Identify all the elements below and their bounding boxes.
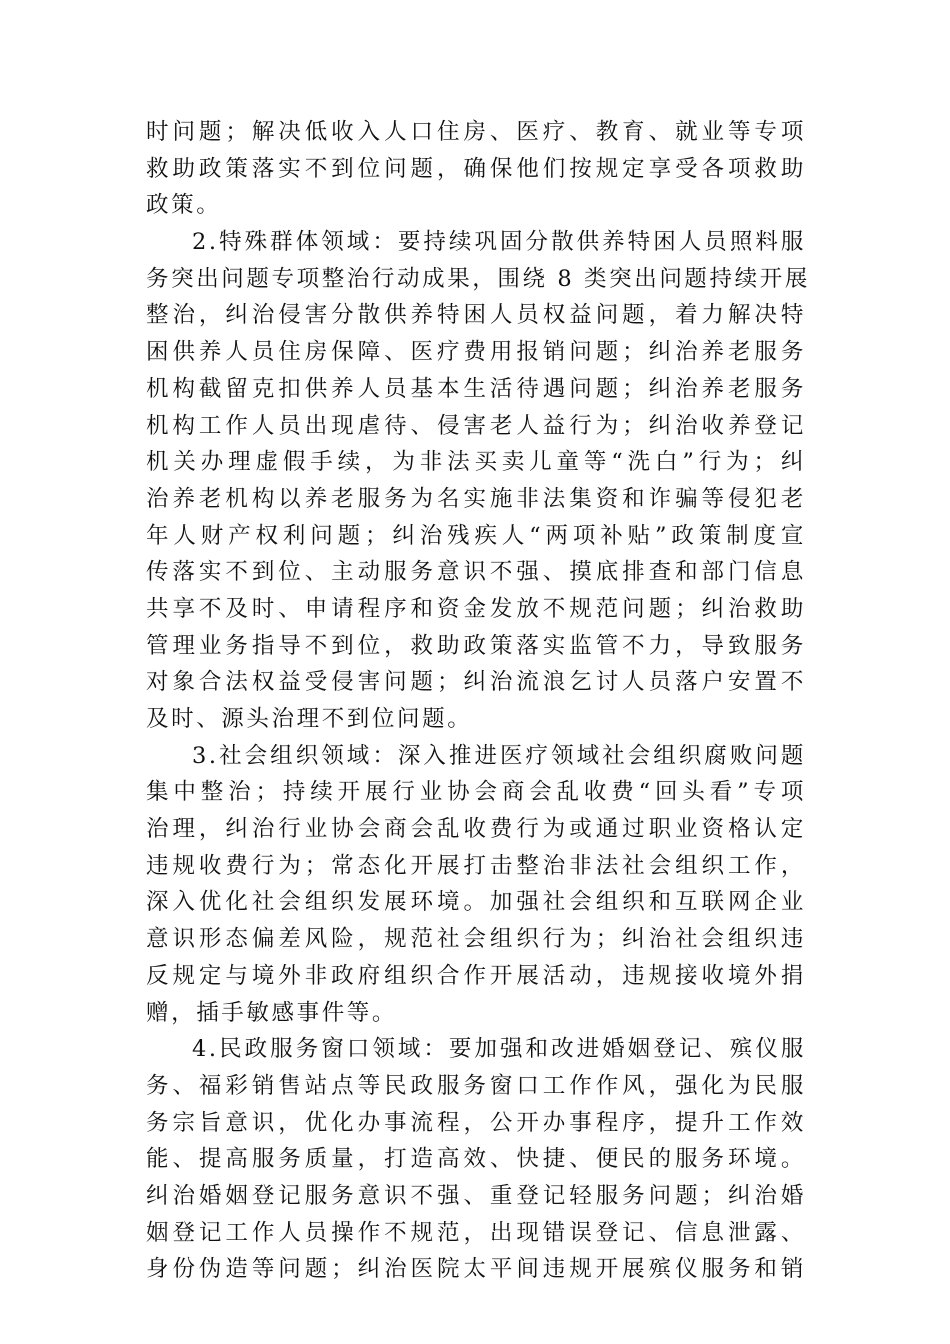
- text-line: 对象合法权益受侵害问题；纠治流浪乞讨人员落户安置不: [146, 669, 806, 696]
- text-line: 治养老机构以养老服务为名实施非法集资和诈骗等侵犯老: [146, 485, 806, 512]
- text-line: 务宗旨意识，优化办事流程，公开办事程序，提升工作效: [146, 1109, 806, 1136]
- text-line: 务突出问题专项整治行动成果，围绕 8 类突出问题持续开展: [146, 265, 810, 292]
- text-line: 救助政策落实不到位问题，确保他们按规定享受各项救助: [146, 155, 806, 182]
- text-line: 深入优化社会组织发展环境。加强社会组织和互联网企业: [146, 889, 806, 916]
- text-line: 3.社会组织领域：深入推进医疗领域社会组织腐败问题: [192, 742, 806, 769]
- text-line: 赠，插手敏感事件等。: [146, 999, 398, 1026]
- text-line: 传落实不到位、主动服务意识不强、摸底排查和部门信息: [146, 559, 806, 586]
- text-line: 反规定与境外非政府组织合作开展活动，违规接收境外捐: [146, 962, 806, 989]
- text-line: 及时、源头治理不到位问题。: [146, 706, 473, 732]
- text-line: 治理，纠治行业协会商会乱收费行为或通过职业资格认定: [146, 816, 806, 843]
- text-line: 机关办理虚假手续，为非法买卖儿童等“洗白”行为；纠: [146, 449, 806, 476]
- text-line: 共享不及时、申请程序和资金发放不规范问题；纠治救助: [146, 595, 806, 622]
- text-line: 时问题；解决低收入人口住房、医疗、教育、就业等专项: [146, 119, 806, 145]
- body-text: [146, 114, 810, 1288]
- text-line: 集中整治；持续开展行业协会商会乱收费“回头看”专项: [146, 779, 806, 806]
- text-line: 姻登记工作人员操作不规范，出现错误登记、信息泄露、: [146, 1219, 806, 1246]
- text-line: 政策。: [146, 192, 222, 219]
- text-line: 机构工作人员出现虐待、侵害老人益行为；纠治收养登记: [146, 412, 806, 439]
- text-line: 困供养人员住房保障、医疗费用报销问题；纠治养老服务: [146, 339, 806, 366]
- text-line: 2.特殊群体领域：要持续巩固分散供养特困人员照料服: [192, 229, 806, 256]
- text-line: 务、福彩销售站点等民政服务窗口工作作风，强化为民服: [146, 1072, 806, 1099]
- text-line: 违规收费行为；常态化开展打击整治非法社会组织工作，: [146, 852, 806, 879]
- text-line: 意识形态偏差风险，规范社会组织行为；纠治社会组织违: [146, 926, 806, 953]
- paragraph: [146, 224, 810, 738]
- text-line: 纠治婚姻登记服务意识不强、重登记轻服务问题；纠治婚: [146, 1182, 806, 1209]
- text-line: 能、提高服务质量，打造高效、快捷、便民的服务环境。: [146, 1146, 806, 1173]
- paragraph: [146, 114, 806, 224]
- text-line: 整治，纠治侵害分散供养特困人员权益问题，着力解决特: [146, 302, 806, 329]
- paragraph: [146, 738, 806, 1032]
- text-line: 年人财产权利问题；纠治残疾人“两项补贴”政策制度宣: [146, 522, 806, 549]
- paragraph: [146, 1031, 806, 1288]
- text-line: 身份伪造等问题；纠治医院太平间违规开展殡仪服务和销: [146, 1256, 806, 1283]
- text-line: 机构截留克扣供养人员基本生活待遇问题；纠治养老服务: [146, 375, 806, 402]
- text-line: 管理业务指导不到位，救助政策落实监管不力，导致服务: [146, 632, 806, 659]
- text-line: 4.民政服务窗口领域：要加强和改进婚姻登记、殡仪服: [192, 1036, 806, 1063]
